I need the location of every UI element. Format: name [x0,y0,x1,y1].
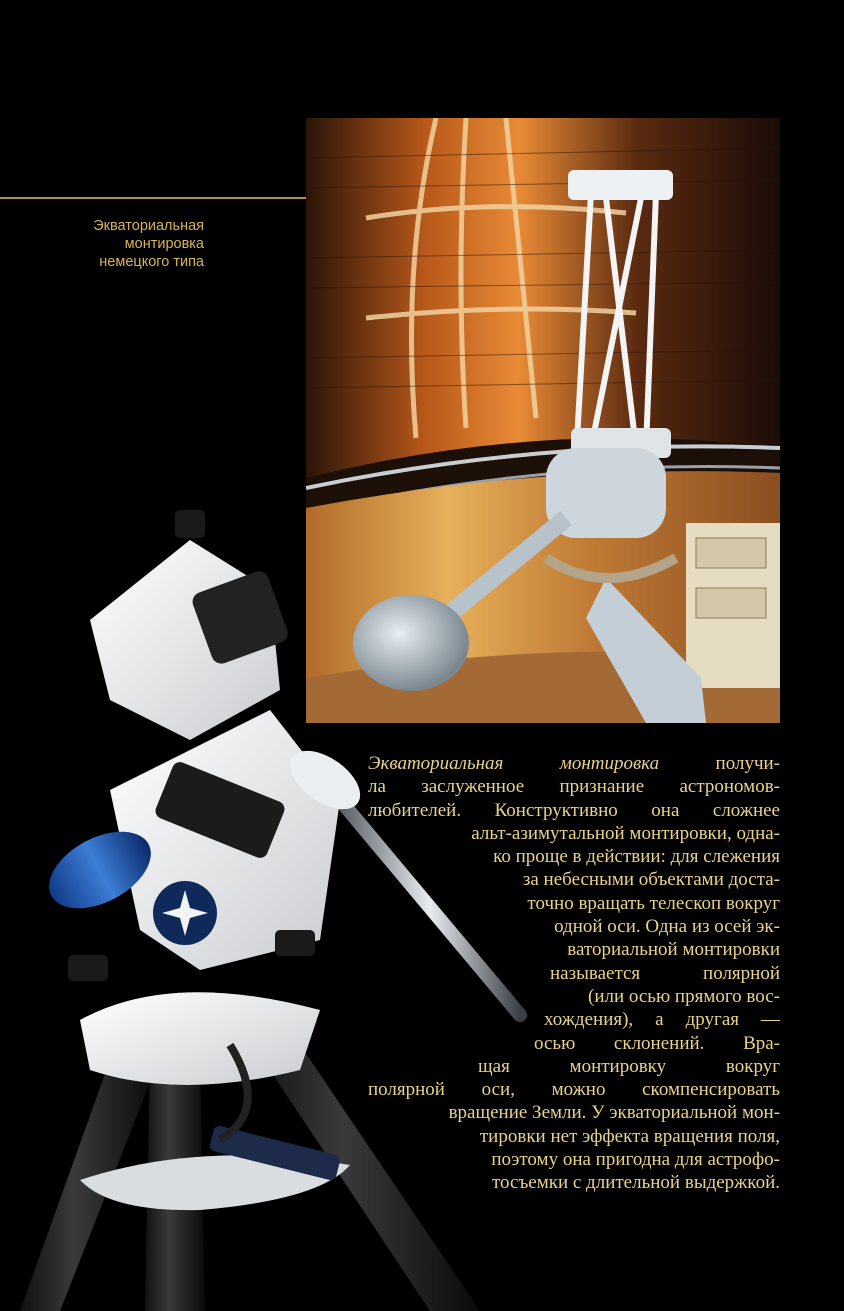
text-fragment: осью склонений. Вра- [534,1032,780,1054]
text-line: точно вращать телескоп вокруг [527,892,780,914]
text-line: альт-азимутальной монтировки, одна- [471,822,780,844]
text-line: ко проще в действии: для слежения [493,846,780,868]
text-line: тосъемки с длительной выдержкой. [491,1172,780,1194]
caption-line: немецкого типа [99,254,204,270]
text-line [368,752,780,775]
text-line: за небесными объектами доста- [522,869,780,891]
text-line: полярной оси, можно скомпенсировать [368,1079,780,1101]
text-line [368,962,780,985]
text-line: (или осью прямого вос- [588,985,780,1007]
text-fragment: называется полярной [550,962,780,984]
text-fragment: щая монтировку вокруг [478,1055,780,1077]
term-italic: Экваториальная монтировка [368,753,660,774]
text-fragment: получи- [715,753,780,774]
caption-line: монтировка [124,236,204,252]
text-line: любителей. Конструктивно она сложнее [368,799,780,821]
figure-caption [60,217,204,271]
text-fragment: хождения), а другая — [544,1009,780,1031]
caption-line: Экваториальная [93,218,204,234]
body-paragraph [368,752,780,1195]
text-line [368,1008,780,1031]
text-line: тировки нет эффекта вращения поля, [479,1125,780,1147]
text-line: одной оси. Одна из осей эк- [554,916,780,938]
text-line: поэтому она пригодна для астрофо- [491,1149,780,1171]
text-line: ла заслуженное признание астрономов- [368,776,780,798]
text-line: ваториальной монтировки [567,939,780,961]
text-line [368,1055,780,1078]
text-line [368,1032,780,1055]
text-line: вращение Земли. У экваториальной мон- [448,1102,780,1124]
